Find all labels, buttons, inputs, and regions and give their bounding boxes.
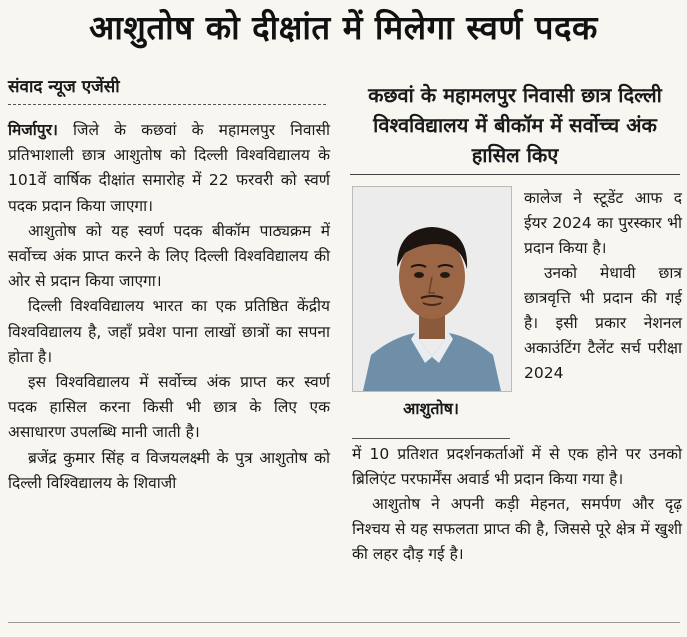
byline-divider bbox=[8, 104, 326, 105]
footer-divider bbox=[8, 622, 680, 629]
student-photo bbox=[352, 186, 512, 392]
subhead-divider bbox=[350, 174, 680, 175]
side-paragraph-1: कालेज ने स्टूडेंट आफ द ईयर 2024 का पुरस्कार भी प्रदान किया है। bbox=[524, 189, 682, 257]
headline: आशुतोष को दीक्षांत में मिलेगा स्वर्ण पदक bbox=[89, 8, 598, 47]
article-paragraph-4: इस विश्वविद्यालय में सर्वोच्च अंक प्राप्त कर स्वर्ण पदक हासिल करना किसी भी छात्र के लिए एक असाधारण उपलब्धि मानी जाती है। bbox=[8, 373, 330, 442]
article-paragraph-3: दिल्ली विश्वविद्यालय भारत का एक प्रतिष्ठित केंद्रीय विश्वविद्यालय है, जहाँ प्रवेश पाना लाखों छात्रों का सपना होता है। bbox=[8, 297, 330, 366]
photo-caption: आशुतोष। bbox=[403, 399, 459, 418]
article-paragraph-1 bbox=[8, 118, 330, 219]
continued-paragraph-1: में 10 प्रतिशत प्रदर्शनकर्ताओं में से एक होने पर उनको ब्रिलिएंट परफार्मेंस अवार्ड भी प्रदान किया गया है। bbox=[352, 445, 682, 488]
byline: संवाद न्यूज एजेंसी bbox=[8, 77, 120, 97]
continued-paragraph-2: आशुतोष ने अपनी कड़ी मेहनत, समर्पण और दृढ़ निश्चय से यह सफलता प्राप्त की है, जिससे पूरे क्षेत्र में खुशी की लहर दौड़ गई है। bbox=[352, 495, 682, 563]
portrait-image bbox=[353, 187, 511, 391]
side-paragraph-2: उनको मेधावी छात्र छात्रवृत्ति भी प्रदान की गई है। इसी प्रकार नेशनल अकाउंटिंग टैलेंट सर्च परीक्षा 2024 bbox=[524, 264, 682, 382]
article-paragraph-2: आशुतोष को यह स्वर्ण पदक बीकॉम पाठ्यक्रम में सर्वोच्च अंक प्राप्त करने के लिए दिल्ली विश्वविद्यालय की ओर से प्रदान किया जाएगा। bbox=[8, 221, 330, 291]
caption-divider bbox=[352, 438, 510, 439]
side-column bbox=[524, 186, 682, 386]
continued-text bbox=[352, 442, 682, 567]
article-paragraph-5: ब्रजेंद्र कुमार सिंह व विजयलक्ष्मी के पुत्र आशुतोष को दिल्ली विश्विद्यालय के शिवाजी bbox=[8, 448, 330, 492]
subheadline: कछवां के महामलपुर निवासी छात्र दिल्ली विश्वविद्यालय में बीकॉम में सर्वोच्च अंक हासिल किए bbox=[368, 83, 662, 167]
dateline: मिर्जापुर। bbox=[8, 121, 58, 139]
paragraph-1-text: जिले के कछवां के महामलपुर निवासी प्रतिभाशाली छात्र आशुतोष को दिल्ली विश्वविद्यालय के 101वें वार्षिक दीक्षांत समारोह में 22 फरवरी को स्वर्ण पदक प्रदान किया जाएगा। bbox=[8, 121, 330, 215]
main-article-column bbox=[8, 118, 330, 496]
